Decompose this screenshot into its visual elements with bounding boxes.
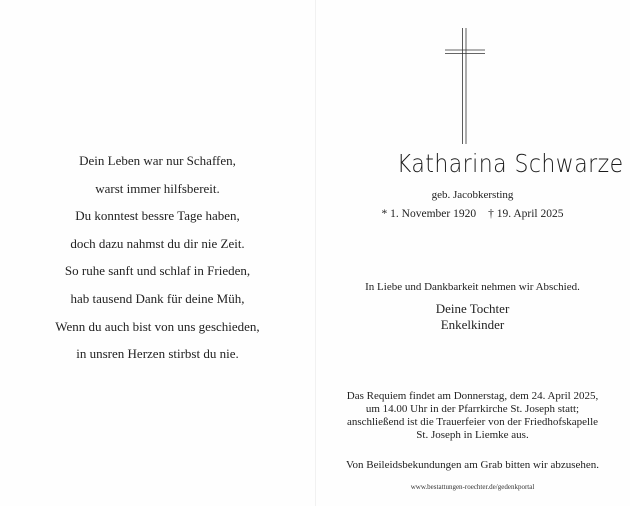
condolence-note: Von Beileidsbekundungen am Grab bitten wir abzusehen. bbox=[345, 459, 600, 471]
requiem-line: Das Requiem findet am Donnerstag, dem 24. April 2025, bbox=[346, 390, 599, 402]
requiem-line: um 14.00 Uhr in der Pfarrkirche St. Joseph statt; bbox=[365, 403, 580, 415]
requiem-line: St. Joseph in Liemke aus. bbox=[416, 429, 529, 441]
deceased-name: Katharina Schwarze bbox=[396, 149, 624, 178]
farewell-text: In Liebe und Dankbarkeit nehmen wir Abschied. bbox=[365, 281, 580, 293]
birth-date: * 1. November 1920 bbox=[381, 208, 477, 220]
life-dates bbox=[315, 208, 630, 220]
mourners bbox=[315, 301, 630, 333]
poem-line: hab tausend Dank für deine Müh, bbox=[70, 290, 245, 306]
mourner-line: Deine Tochter bbox=[435, 301, 510, 316]
mourner-line: Enkelkinder bbox=[440, 317, 505, 332]
poem-line: Dein Leben war nur Schaffen, bbox=[79, 153, 236, 168]
birth-name: geb. Jacobkersting bbox=[431, 189, 514, 201]
cross-icon bbox=[445, 28, 485, 144]
website-link[interactable]: www.bestattungen-roechter.de/gedenkportal bbox=[410, 483, 535, 491]
requiem-info bbox=[315, 390, 630, 442]
requiem-line: anschließend ist die Trauerfeier von der Friedhofskapelle bbox=[346, 416, 599, 428]
poem-line: in unsren Herzen stirbst du nie. bbox=[76, 346, 239, 362]
memorial-poem bbox=[0, 147, 315, 368]
poem-line: warst immer hilfsbereit. bbox=[95, 180, 220, 196]
poem-line: Du konntest bessre Tage haben, bbox=[75, 208, 240, 224]
death-date: † 19. April 2025 bbox=[488, 208, 564, 220]
poem-line: doch dazu nahmst du dir nie Zeit. bbox=[70, 235, 245, 251]
poem-line: So ruhe sanft und schlaf in Frieden, bbox=[64, 263, 251, 279]
poem-line: Wenn du auch bist von uns geschieden, bbox=[55, 318, 260, 334]
